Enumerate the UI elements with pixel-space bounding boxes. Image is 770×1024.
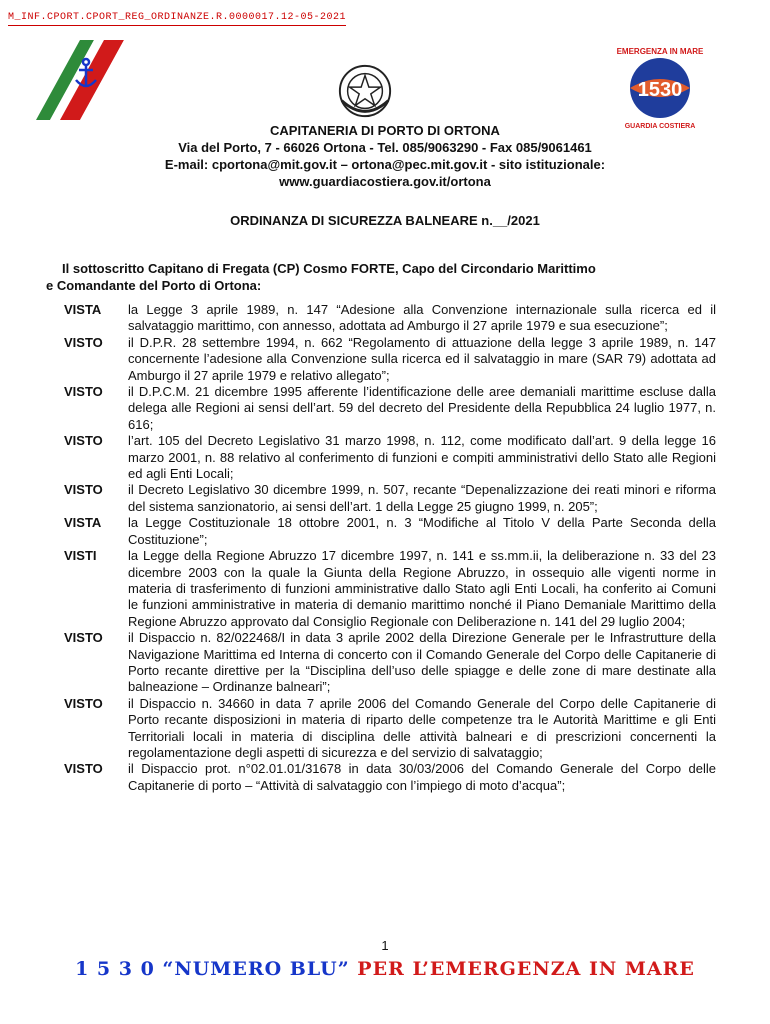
footer-emergency-text: PER L’EMERGENZA IN MARE bbox=[357, 958, 695, 980]
coast-guard-logo bbox=[36, 40, 136, 120]
office-address: Via del Porto, 7 - 66026 Ortona - Tel. 085/9063290 - Fax 085/9061461 bbox=[178, 140, 592, 155]
clause-text: la Legge 3 aprile 1989, n. 147 “Adesione alla Convenzione internazionale sulla ricerca ed il salvataggio marittimo, con annesso, adottata ad Amburgo il 27 aprile 1979 e sua esecuzione”; bbox=[128, 302, 716, 334]
clause-item bbox=[64, 696, 716, 762]
clause-keyword: VISTO bbox=[64, 695, 103, 711]
clause-text: il Decreto Legislativo 30 dicembre 1999, n. 507, recante “Depenalizzazione dei reati minori e riforma del sistema sanzionatorio, ai sensi dell’art. 1 della Legge 25 giugno 1999, n. 205”; bbox=[128, 482, 716, 514]
clause-text: il D.P.C.M. 21 dicembre 1995 afferente l’identificazione delle aree demaniali marittime escluse dalla delega alle Regioni ai sensi dell’art. 59 del decreto del Presidente della Repubblica 24 luglio 1977, n. 616; bbox=[128, 384, 716, 432]
footer-number-blu: 1 5 3 0 “NUMERO BLU” bbox=[75, 958, 350, 980]
office-header bbox=[0, 122, 770, 190]
clause-text: il D.P.R. 28 settembre 1994, n. 662 “Regolamento di attuazione della legge 3 aprile 1989, n. 147 concernente l’adesione alla Convenzione sulla ricerca ed il salvataggio in mare (SAR 79) adottata ad Amburgo il 27 aprile 1979 e relativo allegato”; bbox=[128, 334, 716, 383]
office-email: E-mail: cportona@mit.gov.it – ortona@pec.mit.gov.it - sito istituzionale: bbox=[164, 157, 606, 172]
ordinance-title: ORDINANZA DI SICUREZZA BALNEARE n.__/2021 bbox=[230, 213, 540, 228]
clause-keyword: VISTO bbox=[64, 433, 103, 449]
clause-text: la Legge Costituzionale 18 ottobre 2001, n. 3 “Modifiche al Titolo V della Parte Seconda della Costituzione”; bbox=[128, 515, 716, 547]
clause-text: la Legge della Regione Abruzzo 17 dicembre 1997, n. 141 e ss.mm.ii, la deliberazione n. 33 del 23 dicembre 2003 con la quale la Giunta della Regione Abruzzo, in ossequio alle vigenti norme in materia di trasferimento di funzioni amministrative dallo Stato agli Enti Locali, ha conferito ai Comuni le funzioni amministrative in materia di demanio marittimo nonché il Piano Demaniale Marittimo della Regione Abruzzo approvato dal Consiglio Regionale con Deliberazione n. 141 del 29 luglio 2004; bbox=[128, 548, 716, 629]
clause-item bbox=[64, 433, 716, 482]
document-reference: M_INF.CPORT.CPORT_REG_ORDINANZE.R.0000017.12-05-2021 bbox=[8, 12, 346, 26]
emblem-text-bottom: GUARDIA COSTIERA bbox=[624, 123, 696, 130]
clause-text: il Dispaccio n. 34660 in data 7 aprile 2006 del Comando Generale del Corpo delle Capitanerie di Porto recante disposizioni in materia di riparto delle competenze tra le Autorità Marittime e gli Enti Territoriali locali in materia di disciplina delle attività balneari e di prescrizioni concernenti la regolamentazione degli aspetti di sicurezza e del servizio di salvataggio; bbox=[128, 695, 716, 760]
intro-paragraph bbox=[46, 260, 714, 294]
intro-line-1: Il sottoscritto Capitano di Fregata (CP) Cosmo FORTE, Capo del Circondario Marittimo bbox=[62, 261, 596, 276]
clause-keyword: VISTO bbox=[64, 384, 103, 400]
clause-item bbox=[64, 515, 716, 548]
clause-item bbox=[64, 548, 716, 630]
clause-keyword: VISTI bbox=[64, 548, 97, 564]
clause-item bbox=[64, 630, 716, 696]
clause-keyword: VISTO bbox=[64, 630, 103, 646]
italian-republic-emblem bbox=[336, 62, 394, 120]
intro-line-2: e Comandante del Porto di Ortona: bbox=[46, 278, 262, 293]
emergency-1530-logo bbox=[614, 40, 706, 130]
clause-keyword: VISTA bbox=[64, 515, 102, 531]
clause-item bbox=[64, 482, 716, 515]
clause-item bbox=[64, 302, 716, 335]
clause-keyword: VISTO bbox=[64, 334, 103, 350]
clause-item bbox=[64, 384, 716, 433]
clause-text: il Dispaccio n. 82/022468/I in data 3 aprile 2002 della Direzione Generale per le Infrastrutture della Navigazione Marittima ed Interna di concerto con il Comando Generale del Corpo delle Capitanerie di Porto recante direttive per la “Disciplina dell’uso delle spiagge e delle zone di mare destinate alla balneazione – Ordinanze balneari”; bbox=[128, 630, 716, 695]
footer-banner bbox=[0, 958, 770, 980]
clauses-list bbox=[64, 302, 716, 794]
clause-text: l’art. 105 del Decreto Legislativo 31 marzo 1998, n. 112, come modificato dall’art. 9 della legge 16 marzo 2001, n. 88 relativo al conferimento di funzioni e compiti amministrativi dello Stato alle Regioni ed agli Enti Locali; bbox=[128, 433, 716, 482]
star-icon bbox=[350, 76, 381, 106]
office-website: www.guardiacostiera.gov.it/ortona bbox=[279, 174, 491, 189]
clause-keyword: VISTA bbox=[64, 302, 102, 317]
office-name: CAPITANERIA DI PORTO DI ORTONA bbox=[270, 123, 500, 138]
page-number: 1 bbox=[381, 938, 389, 953]
emblem-text-top: EMERGENZA IN MARE bbox=[616, 47, 704, 56]
clause-item bbox=[64, 761, 716, 794]
clause-item bbox=[64, 335, 716, 384]
clause-keyword: VISTO bbox=[64, 761, 103, 777]
emblem-number: 1530 bbox=[637, 79, 683, 101]
clause-text: il Dispaccio prot. n°02.01.01/31678 in data 30/03/2006 del Comando Generale del Corpo delle Capitanerie di porto – “Attività di salvataggio con l’impiego di moto d’acqua”; bbox=[128, 761, 716, 793]
clause-keyword: VISTO bbox=[64, 482, 103, 498]
